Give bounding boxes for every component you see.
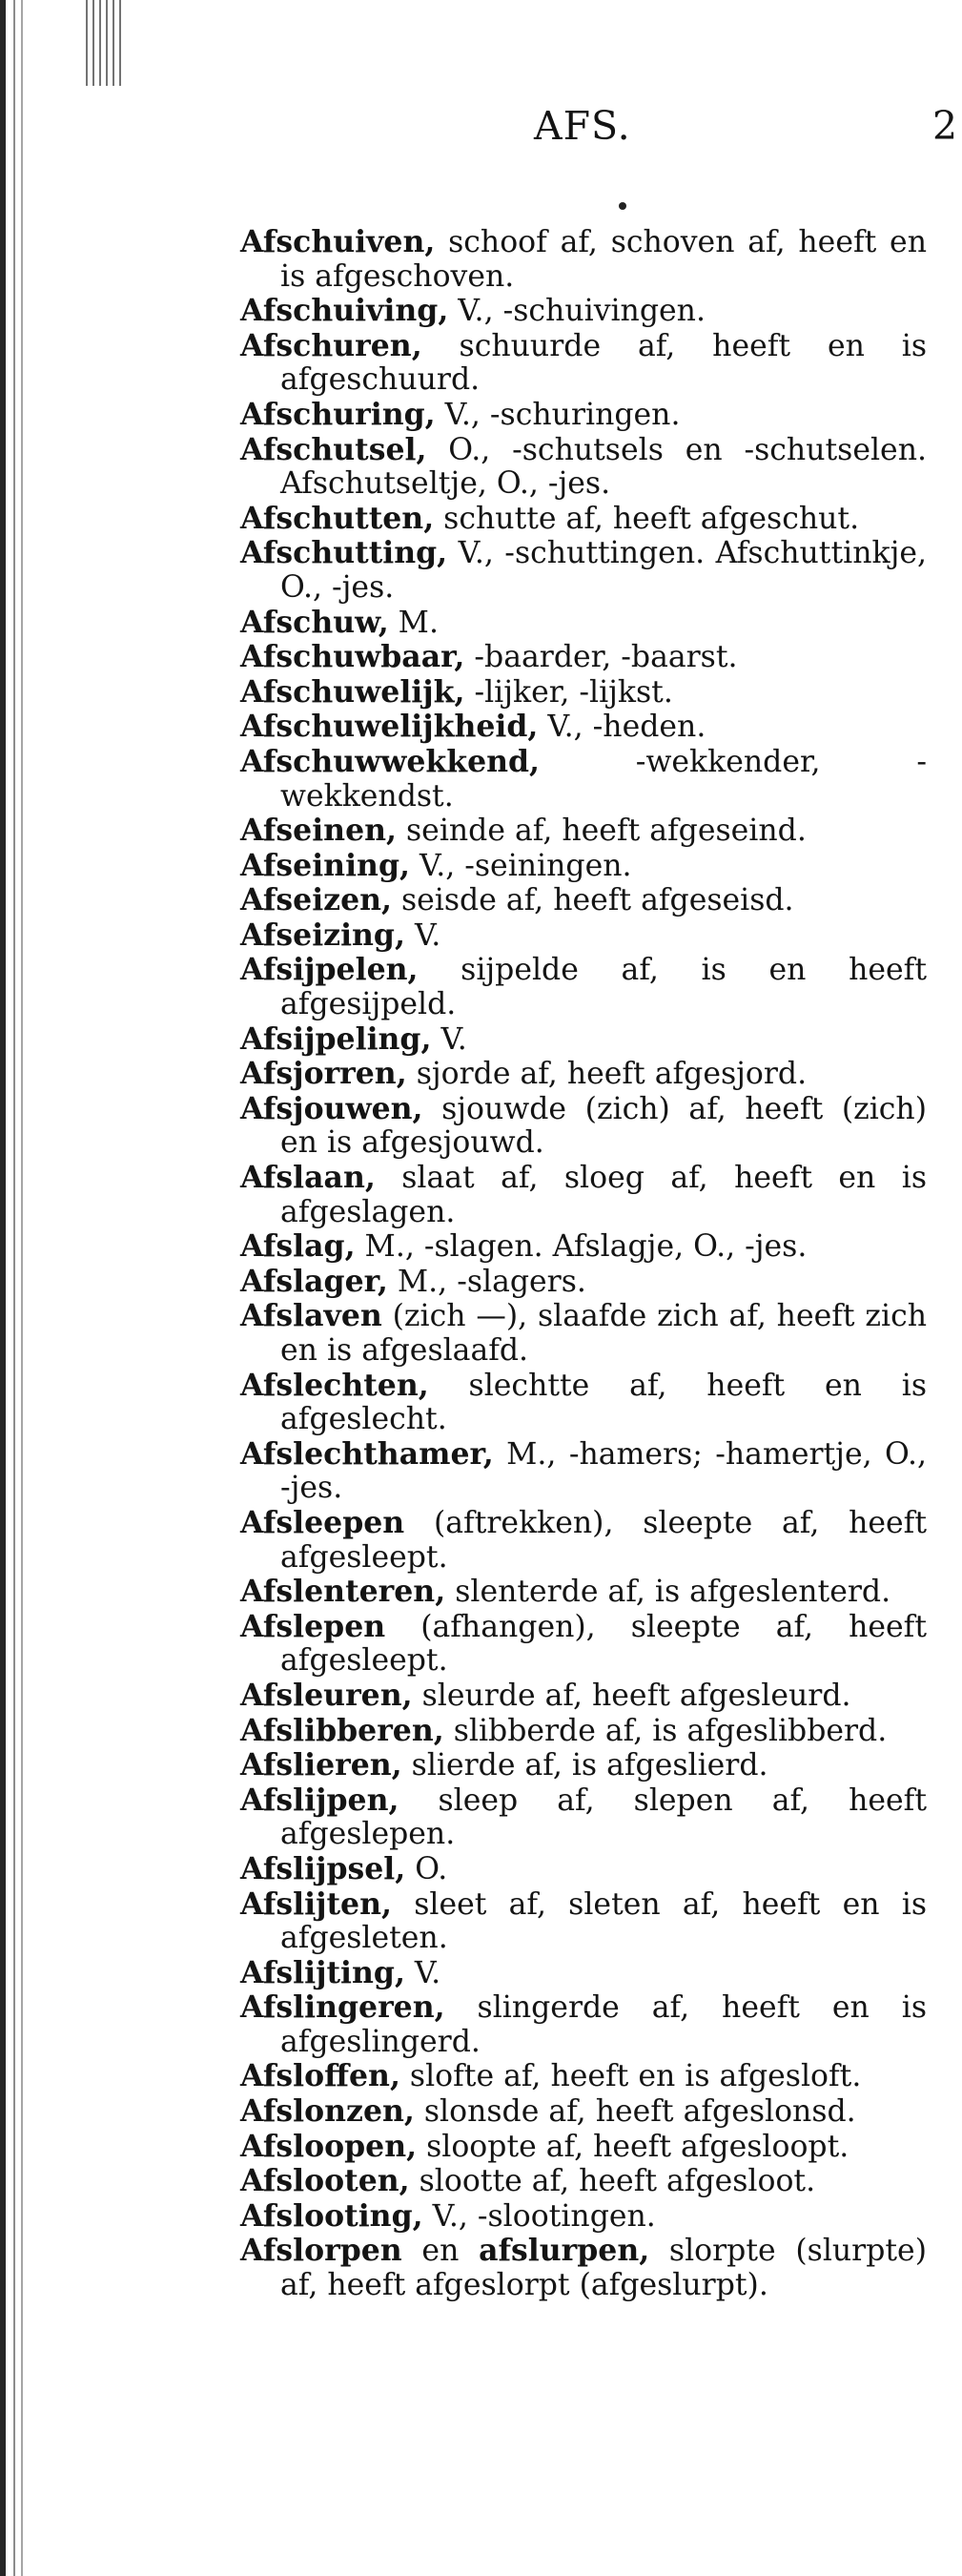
headword: Afsleepen [240,1504,405,1540]
entry-text: M., -slagen. Afslagje, O., -jes. [355,1229,808,1265]
headword: Afschuring, [240,396,436,432]
page-header [0,103,962,160]
headword: Afsloopen, [240,2128,418,2164]
headword: Afslieren, [240,1747,402,1783]
dictionary-entry [240,1748,927,1783]
dictionary-entry [240,1852,927,1887]
dictionary-entry [240,1299,927,1368]
headword: Afschutsel, [240,431,427,467]
entry-text: V., -schuttingen. Afschuttinkje, O., -jes. [280,536,927,605]
entry-text: V., -seiningen. [409,848,632,883]
dictionary-entry [240,225,927,294]
dictionary-entry [240,433,927,502]
dictionary-entry [240,640,927,675]
headword: Afschuren, [240,327,422,363]
dictionary-entry [240,294,927,329]
dictionary-entry [240,745,927,814]
binding-edge [0,0,57,2576]
dictionary-entry [240,1714,927,1749]
dictionary-entry [240,1022,927,1058]
headword: Afslooting, [240,2197,423,2234]
entry-text: sleet af, sleten af, heeft en is afgesleten. [280,1886,927,1956]
headword: Afslingeren, [240,1989,445,2026]
dictionary-entry [240,1265,927,1300]
headword: afslurpen, [479,2233,650,2269]
entry-text: -lijker, -lijkst. [464,674,673,710]
headword: Afseizing, [240,917,405,953]
entry-text: slofte af, heeft en is afgesloft. [399,2059,862,2094]
entry-text: O. [405,1851,448,1886]
entry-text: en [401,2234,480,2269]
dictionary-entry [240,1506,927,1575]
headword: Afsjorren, [240,1056,407,1092]
entry-text: slierde af, is afgeslierd. [401,1748,768,1783]
dictionary-entry [240,536,927,605]
binding-edge-marks [86,0,124,86]
headword: Afslechthamer, [240,1435,494,1472]
headword: Afseining, [240,847,410,883]
dictionary-entry [240,329,927,398]
dictionary-entry [240,1956,927,1991]
entry-text: sleep af, slepen af, heeft afgeslepen. [280,1783,927,1852]
dictionary-entry [240,814,927,849]
headword: Afschuwelijkheid, [240,709,539,745]
dictionary-entry [240,1783,927,1852]
entry-text: (afhangen), sleepte af, heeft afgesleept. [280,1609,927,1679]
running-head: AFS. [534,103,631,149]
headword: Afschuw, [240,604,389,640]
headword: Afsijpeling, [240,1020,432,1057]
entry-text: schuurde af, heeft en is afgeschuurd. [280,328,927,398]
headword: Afschutten, [240,500,435,536]
entry-text: slechtte af, heeft en is afgeslecht. [280,1368,927,1437]
dictionary-entry [240,918,927,954]
entry-text: -baarder, -baarst. [464,640,738,675]
entry-text: slibberde af, is afgeslibberd. [443,1713,888,1748]
headword: Afschuwwekkend, [240,743,541,779]
entry-text: seinde af, heeft afgeseind. [397,814,807,849]
print-mark [619,202,626,210]
dictionary-entry [240,1887,927,1956]
entry-text: M., -hamers; -hamertje, O., -jes. [280,1436,927,1506]
headword: Afsleuren, [240,1677,413,1713]
dictionary-entry [240,1990,927,2059]
headword: Afslag, [240,1228,356,1265]
dictionary-entry [240,2164,927,2199]
dictionary-entry [240,1229,927,1265]
headword: Afslonzen, [240,2093,415,2130]
headword: Afsloffen, [240,2058,400,2094]
entry-text: slaat af, sloeg af, heeft en is afgeslagen. [280,1161,927,1229]
page-number: 2 [932,103,958,149]
entry-text: slingerde af, heeft en is afgeslingerd. [280,1990,927,2059]
entry-text: O., -schutsels en -schutselen. Afschutseltje, O., -jes. [280,432,927,502]
dictionary-entry [240,606,927,641]
entry-text: sjorde af, heeft afgesjord. [406,1057,808,1092]
entry-text: V. [431,1021,467,1057]
entry-text: sleurde af, heeft afgesleurd. [412,1678,851,1713]
dictionary-entry [240,502,927,537]
dictionary-entry [240,398,927,433]
entry-text: M., -slagers. [387,1264,586,1299]
headword: Afslorpen [240,2233,402,2269]
entry-text: V., -heden. [538,710,706,745]
headword: Afslaven [240,1298,382,1334]
entry-text: (aftrekken), sleepte af, heeft afgesleept. [280,1505,927,1575]
entry-text: V., -slootingen. [422,2198,656,2234]
dictionary-entry [240,2130,927,2165]
dictionary-entries [240,225,927,2303]
dictionary-entry [240,849,927,884]
headword: Afsijpelen, [240,952,419,988]
headword: Afslaan, [240,1160,376,1196]
entry-text: (zich —), slaafde zich af, heeft zich en is afgeslaafd. [280,1299,927,1368]
dictionary-entry [240,1092,927,1161]
headword: Afslager, [240,1263,388,1299]
headword: Afsjouwen, [240,1090,423,1126]
headword: Afschuiving, [240,293,449,329]
entry-text: schutte af, heeft afgeschut. [434,501,860,536]
entry-text: V., -schuringen. [435,397,681,432]
headword: Afschuwelijk, [240,673,465,710]
headword: Afslijpsel, [240,1850,406,1886]
dictionary-entry [240,1610,927,1679]
entry-text: slenterde af, is afgeslenterd. [445,1575,891,1610]
entry-text: slonsde af, heeft afgeslonsd. [414,2094,856,2130]
dictionary-entry [240,1437,927,1506]
headword: Afschuwbaar, [240,639,465,675]
dictionary-entry [240,883,927,918]
dictionary-entry [240,1057,927,1092]
dictionary-entry [240,1679,927,1714]
entry-text: slorpte (slurpte) af, heeft afgeslorpt (afgeslurpt). [280,2234,927,2303]
entry-text: seisde af, heeft afgeseisd. [391,883,794,918]
headword: Afslijting, [240,1954,405,1990]
headword: Afschutting, [240,535,448,571]
dictionary-entry [240,710,927,745]
entry-text: V. [404,1955,441,1990]
entry-text: sloopte af, heeft afgesloopt. [417,2129,849,2164]
headword: Afslooten, [240,2163,410,2199]
entry-text: -wekkender, -wekkendst. [280,744,927,814]
entry-text: sijpelde af, is en heeft afgesijpeld. [280,953,927,1022]
dictionary-entry [240,1575,927,1610]
dictionary-entry [240,2059,927,2094]
headword: Afseizen, [240,882,392,918]
entry-text: slootte af, heeft afgesloot. [409,2164,816,2199]
entry-text: schoof af, schoven af, heeft en is afgeschoven. [280,225,927,294]
dictionary-entry [240,1369,927,1437]
dictionary-entry [240,2094,927,2130]
dictionary-entry [240,2199,927,2235]
headword: Afslenteren, [240,1574,446,1610]
headword: Afslechten, [240,1367,429,1403]
headword: Afschuiven, [240,224,436,259]
dictionary-entry [240,2234,927,2302]
dictionary-entry [240,953,927,1021]
headword: Afslijten, [240,1886,392,1922]
dictionary-entry [240,675,927,711]
dictionary-entry [240,1161,927,1229]
entry-text: M. [388,605,439,640]
headword: Afslepen [240,1608,386,1644]
headword: Afslijpen, [240,1782,399,1818]
headword: Afseinen, [240,813,397,849]
headword: Afslibberen, [240,1712,444,1748]
entry-text: sjouwde (zich) af, heeft (zich) en is afgesjouwd. [280,1091,927,1161]
entry-text: V., -schuivingen. [448,294,706,329]
entry-text: V. [404,917,441,953]
